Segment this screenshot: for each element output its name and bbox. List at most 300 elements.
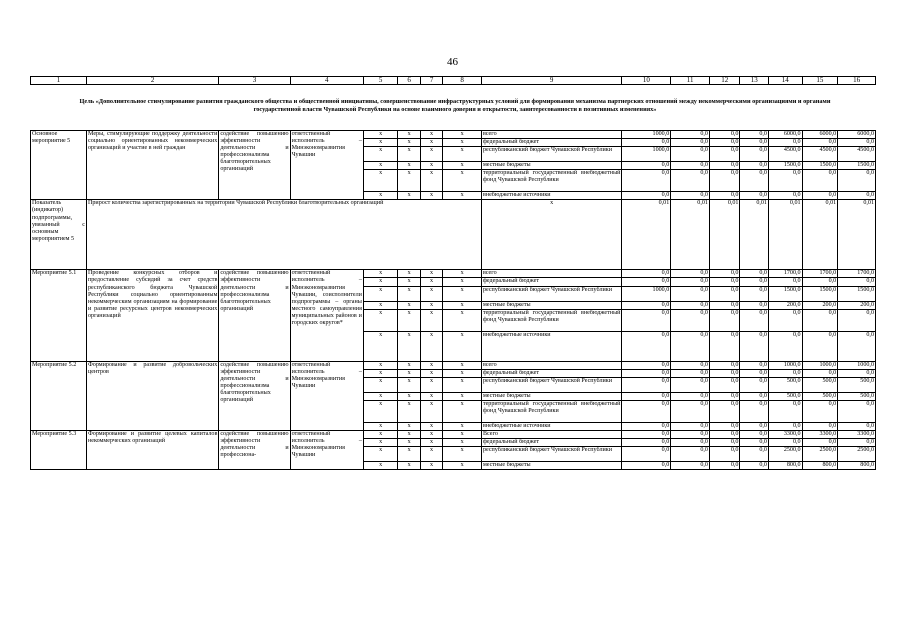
code-cell: x bbox=[398, 422, 420, 430]
code-cell: x bbox=[443, 400, 482, 422]
column-number: 13 bbox=[740, 77, 769, 85]
amount-cell: 500,0 bbox=[768, 392, 802, 400]
code-cell: x bbox=[420, 301, 442, 309]
amount-cell: 0,0 bbox=[740, 278, 769, 286]
amount-cell: 1500,0 bbox=[838, 162, 876, 170]
funding-source: республиканский бюджет Чувашской Республики bbox=[481, 447, 621, 462]
funding-source: федеральный бюджет bbox=[481, 439, 621, 447]
code-cell: x bbox=[443, 278, 482, 286]
code-cell: x bbox=[398, 162, 420, 170]
code-cell: x bbox=[443, 431, 482, 439]
amount-cell: 0,0 bbox=[802, 278, 838, 286]
column-number: 5 bbox=[363, 77, 398, 85]
amount-cell: 1000,0 bbox=[622, 147, 671, 162]
amount-cell: 0,0 bbox=[671, 286, 710, 301]
indicator-value: 0,01 bbox=[768, 200, 802, 270]
amount-cell: 0,0 bbox=[622, 278, 671, 286]
amount-cell: 0,0 bbox=[709, 147, 740, 162]
amount-cell: 0,0 bbox=[768, 278, 802, 286]
code-cell: x bbox=[363, 170, 398, 192]
code-cell: x bbox=[363, 286, 398, 301]
code-cell: x bbox=[420, 431, 442, 439]
amount-cell: 0,0 bbox=[768, 170, 802, 192]
code-cell: x bbox=[443, 422, 482, 430]
column-number: 10 bbox=[622, 77, 671, 85]
amount-cell: 0,0 bbox=[768, 331, 802, 361]
amount-cell: 0,0 bbox=[740, 162, 769, 170]
code-cell: x bbox=[420, 392, 442, 400]
column-number: 1 bbox=[31, 77, 87, 85]
amount-cell: 0,0 bbox=[740, 422, 769, 430]
amount-cell: 0,0 bbox=[709, 270, 740, 278]
code-cell: x bbox=[420, 162, 442, 170]
amount-cell: 1500,0 bbox=[802, 286, 838, 301]
code-cell: x bbox=[398, 278, 420, 286]
amount-cell: 0,0 bbox=[740, 462, 769, 470]
amount-cell: 2500,0 bbox=[838, 447, 876, 462]
amount-cell: 0,0 bbox=[709, 431, 740, 439]
amount-cell: 500,0 bbox=[838, 392, 876, 400]
funding-source: всего bbox=[481, 270, 621, 278]
amount-cell: 0,0 bbox=[671, 422, 710, 430]
responsible-executor: ответственный исполнитель – Минэкономразвития Чувашии, соисполнители подпрограммы – органы местного самоуправления муниципальных районов и городских округов* bbox=[290, 270, 363, 361]
code-cell: x bbox=[443, 377, 482, 392]
measure-name: Формирование и развитие добровольческих центров bbox=[86, 361, 218, 430]
amount-cell: 6000,0 bbox=[838, 131, 876, 139]
amount-cell: 0,0 bbox=[622, 139, 671, 147]
code-cell: x bbox=[443, 447, 482, 462]
amount-cell: 0,0 bbox=[709, 331, 740, 361]
amount-cell: 0,0 bbox=[622, 309, 671, 331]
amount-cell: 0,0 bbox=[622, 170, 671, 192]
amount-cell: 0,0 bbox=[709, 377, 740, 392]
code-cell: x bbox=[363, 462, 398, 470]
amount-cell: 0,0 bbox=[671, 377, 710, 392]
expected-result: содействие повышению эффективности деятельности и профессионализма благотворительных организаций bbox=[219, 361, 290, 430]
funding-source: внебюджетные источники bbox=[481, 192, 621, 200]
table-row bbox=[31, 361, 876, 369]
amount-cell: 0,0 bbox=[802, 369, 838, 377]
amount-cell: 0,0 bbox=[622, 361, 671, 369]
column-number: 8 bbox=[443, 77, 482, 85]
code-cell: x bbox=[420, 192, 442, 200]
funding-source: республиканский бюджет Чувашской Республики bbox=[481, 147, 621, 162]
amount-cell: 0,0 bbox=[622, 162, 671, 170]
amount-cell: 0,0 bbox=[671, 192, 710, 200]
amount-cell: 1000,0 bbox=[622, 286, 671, 301]
amount-cell: 4500,0 bbox=[838, 147, 876, 162]
code-cell: x bbox=[398, 309, 420, 331]
indicator-row bbox=[31, 200, 876, 270]
code-cell: x bbox=[363, 278, 398, 286]
amount-cell: 0,0 bbox=[622, 369, 671, 377]
measure-label: Мероприятие 5.1 bbox=[31, 270, 87, 361]
code-cell: x bbox=[398, 431, 420, 439]
amount-cell: 200,0 bbox=[838, 301, 876, 309]
amount-cell: 0,0 bbox=[671, 462, 710, 470]
amount-cell: 0,0 bbox=[709, 301, 740, 309]
code-cell: x bbox=[420, 309, 442, 331]
amount-cell: 4500,0 bbox=[768, 147, 802, 162]
amount-cell: 800,0 bbox=[838, 462, 876, 470]
amount-cell: 0,0 bbox=[768, 422, 802, 430]
amount-cell: 0,0 bbox=[709, 439, 740, 447]
code-cell: x bbox=[398, 447, 420, 462]
table-row bbox=[31, 431, 876, 439]
amount-cell: 0,0 bbox=[838, 309, 876, 331]
amount-cell: 0,0 bbox=[671, 431, 710, 439]
amount-cell: 200,0 bbox=[802, 301, 838, 309]
amount-cell: 0,0 bbox=[802, 309, 838, 331]
amount-cell: 0,0 bbox=[740, 301, 769, 309]
measure-label: Основное мероприятие 5 bbox=[31, 131, 87, 200]
code-cell: x bbox=[398, 377, 420, 392]
amount-cell: 1000,0 bbox=[768, 361, 802, 369]
amount-cell: 0,0 bbox=[671, 447, 710, 462]
amount-cell: 1500,0 bbox=[768, 162, 802, 170]
amount-cell: 0,0 bbox=[709, 162, 740, 170]
amount-cell: 1500,0 bbox=[768, 286, 802, 301]
measure-label: Мероприятие 5.2 bbox=[31, 361, 87, 430]
column-number: 15 bbox=[802, 77, 838, 85]
code-cell: x bbox=[420, 278, 442, 286]
amount-cell: 0,0 bbox=[671, 270, 710, 278]
code-cell: x bbox=[363, 270, 398, 278]
amount-cell: 2500,0 bbox=[768, 447, 802, 462]
amount-cell: 0,0 bbox=[802, 139, 838, 147]
responsible-executor: ответственный исполнитель – Минэкономразвития Чувашии bbox=[290, 431, 363, 470]
code-cell: x bbox=[363, 301, 398, 309]
code-cell: x bbox=[398, 170, 420, 192]
responsible-executor: ответственный исполнитель – Минэкономразвития Чувашии bbox=[290, 361, 363, 430]
code-cell: x bbox=[420, 139, 442, 147]
amount-cell: 3300,0 bbox=[838, 431, 876, 439]
amount-cell: 0,0 bbox=[622, 270, 671, 278]
funding-source: республиканский бюджет Чувашской Республики bbox=[481, 377, 621, 392]
amount-cell: 0,0 bbox=[709, 278, 740, 286]
amount-cell: 0,0 bbox=[709, 369, 740, 377]
amount-cell: 0,0 bbox=[740, 369, 769, 377]
amount-cell: 0,0 bbox=[838, 439, 876, 447]
amount-cell: 0,0 bbox=[709, 131, 740, 139]
code-cell: x bbox=[420, 131, 442, 139]
funding-source: всего bbox=[481, 361, 621, 369]
funding-source: местные бюджеты bbox=[481, 162, 621, 170]
amount-cell: 0,0 bbox=[768, 139, 802, 147]
responsible-executor: ответственный исполнитель – Минэкономразвития Чувашии bbox=[290, 131, 363, 200]
amount-cell: 0,0 bbox=[838, 139, 876, 147]
code-cell: x bbox=[420, 377, 442, 392]
amount-cell: 0,0 bbox=[802, 192, 838, 200]
code-cell: x bbox=[420, 361, 442, 369]
code-cell: x bbox=[443, 309, 482, 331]
column-number-header bbox=[30, 76, 876, 85]
amount-cell: 0,0 bbox=[671, 331, 710, 361]
code-cell: x bbox=[363, 131, 398, 139]
table-row bbox=[31, 131, 876, 139]
indicator-value: 0,01 bbox=[740, 200, 769, 270]
funding-source: территориальный государственный внебюджетный фонд Чувашской Республики bbox=[481, 309, 621, 331]
amount-cell: 0,0 bbox=[709, 286, 740, 301]
amount-cell: 0,0 bbox=[709, 462, 740, 470]
code-cell: x bbox=[420, 147, 442, 162]
code-cell: x bbox=[420, 170, 442, 192]
amount-cell: 0,0 bbox=[622, 331, 671, 361]
measure-name: Меры, стимулирующие поддержку деятельности социально ориентированных некоммерческих организаций и участие в ней граждан bbox=[86, 131, 218, 200]
amount-cell: 1700,0 bbox=[838, 270, 876, 278]
amount-cell: 0,0 bbox=[622, 392, 671, 400]
program-table bbox=[30, 130, 876, 470]
code-cell: x bbox=[398, 131, 420, 139]
amount-cell: 0,0 bbox=[740, 431, 769, 439]
amount-cell: 0,0 bbox=[622, 400, 671, 422]
amount-cell: 0,0 bbox=[622, 462, 671, 470]
code-cell: x bbox=[443, 162, 482, 170]
code-cell: x bbox=[398, 147, 420, 162]
amount-cell: 0,0 bbox=[740, 139, 769, 147]
code-cell: x bbox=[398, 301, 420, 309]
amount-cell: 6000,0 bbox=[802, 131, 838, 139]
measure-label: Мероприятие 5.3 bbox=[31, 431, 87, 470]
indicator-label: Показатель (индикатор) подпрограммы, увязанный с основным мероприятием 5 bbox=[31, 200, 87, 270]
expected-result: содействие повышению эффективности деятельности и профессионализма благотворительных организаций bbox=[219, 131, 290, 200]
column-number: 4 bbox=[290, 77, 363, 85]
amount-cell: 0,0 bbox=[740, 270, 769, 278]
amount-cell: 1000,0 bbox=[622, 131, 671, 139]
column-number: 3 bbox=[219, 77, 290, 85]
amount-cell: 1500,0 bbox=[802, 162, 838, 170]
amount-cell: 0,0 bbox=[709, 192, 740, 200]
amount-cell: 1500,0 bbox=[838, 286, 876, 301]
amount-cell: 0,0 bbox=[740, 392, 769, 400]
funding-source: местные бюджеты bbox=[481, 301, 621, 309]
code-cell: x bbox=[398, 270, 420, 278]
measure-name: Проведение конкурсных отборов и предоставление субсидий за счет средств республиканского бюджета Чувашской Республики социально ориентированным некоммерческим организациям на формирование и развитие ресурсных центров некоммерческих организаций bbox=[86, 270, 218, 361]
amount-cell: 3300,0 bbox=[768, 431, 802, 439]
amount-cell: 0,0 bbox=[622, 192, 671, 200]
amount-cell: 0,0 bbox=[671, 139, 710, 147]
code-cell: x bbox=[363, 422, 398, 430]
code-cell: x bbox=[443, 462, 482, 470]
amount-cell: 0,0 bbox=[802, 422, 838, 430]
code-cell: x bbox=[363, 369, 398, 377]
amount-cell: 800,0 bbox=[802, 462, 838, 470]
column-number: 6 bbox=[398, 77, 420, 85]
amount-cell: 0,0 bbox=[740, 147, 769, 162]
code-cell: x bbox=[363, 377, 398, 392]
column-number: 9 bbox=[481, 77, 621, 85]
code-cell: x bbox=[420, 422, 442, 430]
code-cell: x bbox=[443, 131, 482, 139]
amount-cell: 0,0 bbox=[671, 278, 710, 286]
amount-cell: 1000,0 bbox=[838, 361, 876, 369]
amount-cell: 500,0 bbox=[802, 392, 838, 400]
amount-cell: 0,0 bbox=[671, 369, 710, 377]
code-cell: x bbox=[443, 139, 482, 147]
amount-cell: 500,0 bbox=[802, 377, 838, 392]
amount-cell: 0,0 bbox=[709, 309, 740, 331]
funding-source: федеральный бюджет bbox=[481, 139, 621, 147]
code-cell: x bbox=[363, 439, 398, 447]
amount-cell: 0,0 bbox=[709, 422, 740, 430]
code-cell: x bbox=[443, 147, 482, 162]
amount-cell: 0,0 bbox=[709, 447, 740, 462]
code-cell: x bbox=[420, 331, 442, 361]
indicator-value: 0,01 bbox=[802, 200, 838, 270]
amount-cell: 0,0 bbox=[838, 278, 876, 286]
code-cell: x bbox=[363, 139, 398, 147]
amount-cell: 0,0 bbox=[802, 439, 838, 447]
code-cell: x bbox=[398, 392, 420, 400]
amount-cell: 0,0 bbox=[838, 400, 876, 422]
code-cell: x bbox=[420, 369, 442, 377]
amount-cell: 4500,0 bbox=[802, 147, 838, 162]
amount-cell: 500,0 bbox=[838, 377, 876, 392]
amount-cell: 200,0 bbox=[768, 301, 802, 309]
column-number: 2 bbox=[86, 77, 218, 85]
code-cell: x bbox=[398, 139, 420, 147]
amount-cell: 0,0 bbox=[740, 192, 769, 200]
amount-cell: 0,0 bbox=[740, 447, 769, 462]
column-number: 14 bbox=[768, 77, 802, 85]
code-cell: x bbox=[363, 431, 398, 439]
amount-cell: 0,0 bbox=[740, 361, 769, 369]
amount-cell: 0,0 bbox=[671, 309, 710, 331]
amount-cell: 0,0 bbox=[709, 392, 740, 400]
amount-cell: 1000,0 bbox=[802, 361, 838, 369]
code-cell: x bbox=[420, 439, 442, 447]
amount-cell: 0,0 bbox=[622, 377, 671, 392]
amount-cell: 0,0 bbox=[768, 192, 802, 200]
indicator-text: Прирост количества зарегистрированных на территории Чувашской Республики благотворительных организаций bbox=[86, 200, 481, 270]
amount-cell: 0,0 bbox=[802, 170, 838, 192]
code-cell: x bbox=[443, 192, 482, 200]
amount-cell: 0,0 bbox=[740, 131, 769, 139]
amount-cell: 0,0 bbox=[740, 331, 769, 361]
amount-cell: 3300,0 bbox=[802, 431, 838, 439]
column-number: 7 bbox=[420, 77, 442, 85]
column-number: 16 bbox=[838, 77, 876, 85]
code-cell: x bbox=[443, 286, 482, 301]
amount-cell: 0,0 bbox=[671, 400, 710, 422]
amount-cell: 0,0 bbox=[671, 301, 710, 309]
page-number: 46 bbox=[447, 56, 458, 68]
code-cell: x bbox=[398, 331, 420, 361]
measure-name: Формирование и развитие целевых капиталов некоммерческих организаций bbox=[86, 431, 218, 470]
code-cell: x bbox=[420, 462, 442, 470]
code-cell: x bbox=[363, 400, 398, 422]
amount-cell: 0,0 bbox=[709, 400, 740, 422]
table-row bbox=[31, 270, 876, 278]
amount-cell: 0,0 bbox=[768, 439, 802, 447]
funding-source: федеральный бюджет bbox=[481, 369, 621, 377]
amount-cell: 0,0 bbox=[740, 439, 769, 447]
amount-cell: 0,0 bbox=[671, 147, 710, 162]
code-cell: x bbox=[398, 439, 420, 447]
amount-cell: 0,0 bbox=[838, 331, 876, 361]
amount-cell: 0,0 bbox=[838, 170, 876, 192]
funding-source: внебюджетные источники bbox=[481, 331, 621, 361]
funding-source: территориальный государственный внебюджетный фонд Чувашской Республики bbox=[481, 400, 621, 422]
amount-cell: 1700,0 bbox=[802, 270, 838, 278]
code-cell: x bbox=[420, 400, 442, 422]
funding-source: всего bbox=[481, 131, 621, 139]
code-cell: x bbox=[398, 361, 420, 369]
funding-source: территориальный государственный внебюджетный фонд Чувашской Республики bbox=[481, 170, 621, 192]
amount-cell: 2500,0 bbox=[802, 447, 838, 462]
amount-cell: 0,0 bbox=[740, 309, 769, 331]
amount-cell: 0,0 bbox=[768, 369, 802, 377]
code-cell: x bbox=[363, 192, 398, 200]
amount-cell: 0,0 bbox=[709, 361, 740, 369]
code-cell: x bbox=[363, 162, 398, 170]
indicator-value: 0,01 bbox=[709, 200, 740, 270]
code-cell: x bbox=[443, 331, 482, 361]
code-cell: x bbox=[363, 309, 398, 331]
goal-heading: Цель «Дополнительное стимулирование развития гражданского общества и общественной инициативы, совершенствование инфраструктурных условий для формирования механизма партнерских отношений между некоммерческими организациями и органами государственной власти Чувашской Республики на основе взаимного доверия и открытости, заинтересованности в позитивных изменениях» bbox=[79, 98, 831, 113]
code-cell: x bbox=[443, 170, 482, 192]
amount-cell: 0,0 bbox=[838, 422, 876, 430]
code-cell: x bbox=[363, 331, 398, 361]
amount-cell: 0,0 bbox=[622, 422, 671, 430]
amount-cell: 6000,0 bbox=[768, 131, 802, 139]
code-cell: x bbox=[443, 392, 482, 400]
amount-cell: 0,0 bbox=[671, 131, 710, 139]
amount-cell: 0,0 bbox=[802, 400, 838, 422]
code-cell: x bbox=[363, 147, 398, 162]
funding-source: республиканский бюджет Чувашской Республики bbox=[481, 286, 621, 301]
code-cell: x bbox=[443, 301, 482, 309]
code-cell: x bbox=[398, 286, 420, 301]
funding-source: внебюджетные источники bbox=[481, 422, 621, 430]
amount-cell: 0,0 bbox=[768, 309, 802, 331]
code-cell: x bbox=[398, 369, 420, 377]
amount-cell: 0,0 bbox=[671, 170, 710, 192]
code-cell: x bbox=[443, 369, 482, 377]
amount-cell: 0,0 bbox=[622, 447, 671, 462]
code-cell: x bbox=[443, 270, 482, 278]
code-cell: x bbox=[420, 270, 442, 278]
amount-cell: 0,0 bbox=[838, 192, 876, 200]
amount-cell: 800,0 bbox=[768, 462, 802, 470]
funding-source: местные бюджеты bbox=[481, 462, 621, 470]
code-cell: x bbox=[398, 192, 420, 200]
code-cell: x bbox=[443, 361, 482, 369]
amount-cell: 0,0 bbox=[622, 301, 671, 309]
amount-cell: 0,0 bbox=[802, 331, 838, 361]
amount-cell: 0,0 bbox=[709, 139, 740, 147]
amount-cell: 0,0 bbox=[671, 162, 710, 170]
amount-cell: 0,0 bbox=[838, 369, 876, 377]
indicator-value: 0,01 bbox=[671, 200, 710, 270]
amount-cell: 0,0 bbox=[671, 439, 710, 447]
column-number: 12 bbox=[709, 77, 740, 85]
amount-cell: 0,0 bbox=[740, 286, 769, 301]
amount-cell: 0,0 bbox=[709, 170, 740, 192]
expected-result: содействие повышению эффективности деятельности и профессионализма благотворительных организаций bbox=[219, 270, 290, 361]
funding-source: Всего bbox=[481, 431, 621, 439]
code-cell: x bbox=[398, 400, 420, 422]
indicator-value: 0,01 bbox=[838, 200, 876, 270]
amount-cell: 0,0 bbox=[740, 377, 769, 392]
amount-cell: 0,0 bbox=[671, 392, 710, 400]
amount-cell: 0,0 bbox=[740, 400, 769, 422]
amount-cell: 0,0 bbox=[671, 361, 710, 369]
amount-cell: 1700,0 bbox=[768, 270, 802, 278]
amount-cell: 500,0 bbox=[768, 377, 802, 392]
column-number: 11 bbox=[671, 77, 710, 85]
code-cell: x bbox=[398, 462, 420, 470]
